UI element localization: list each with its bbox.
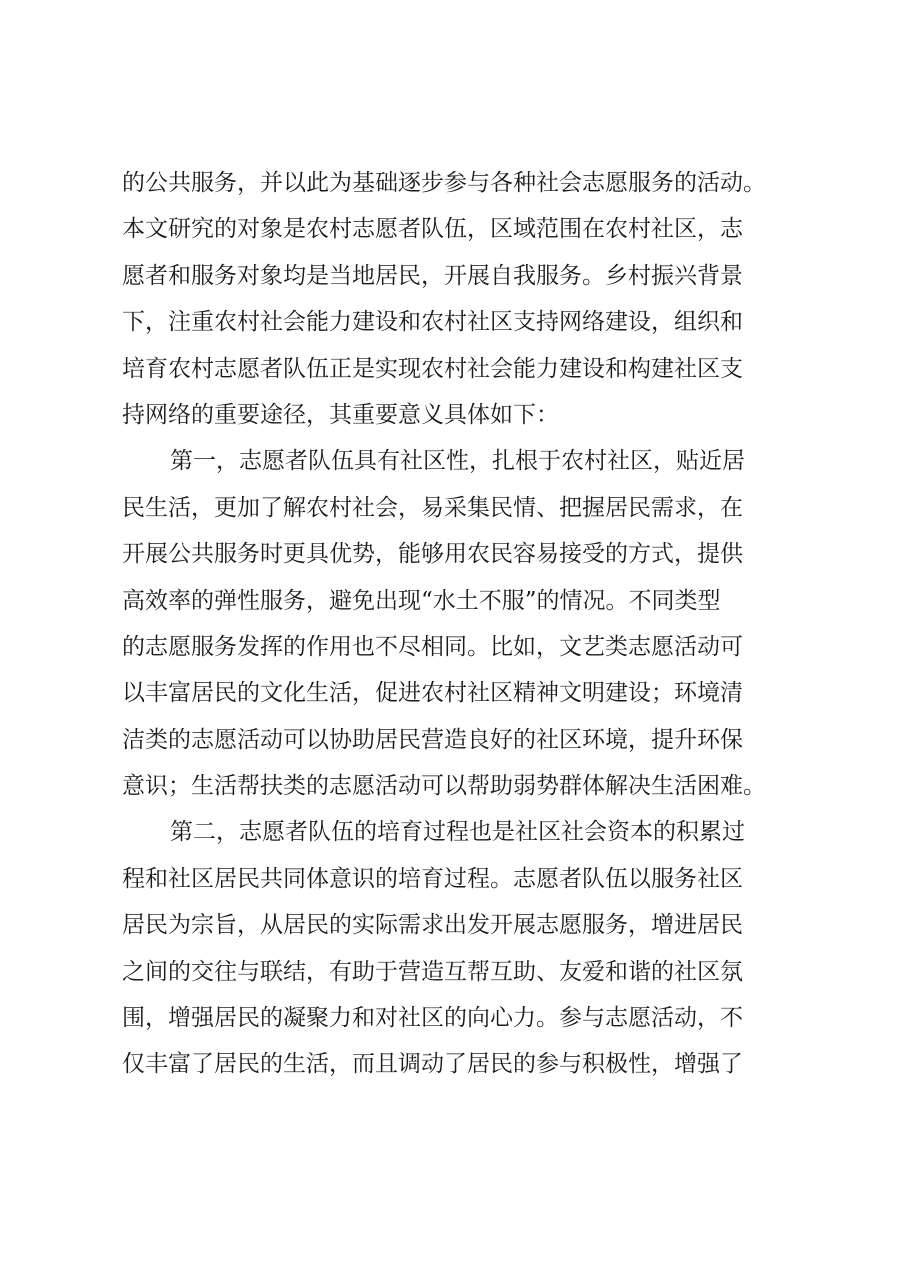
text-line: 居民为宗旨，从居民的实际需求出发开展志愿服务，增进居民 [122, 912, 743, 939]
text-line: 培育农村志愿者队伍正是实现农村社会能力建设和构建社区支 [122, 355, 743, 382]
text-line: 围，增强居民的凝聚力和对社区的向心力。参与志愿活动，不 [122, 1005, 743, 1032]
text-line: 的公共服务，并以此为基础逐步参与各种社会志愿服务的活动。 [122, 170, 766, 196]
paragraph-first-line: 第一，志愿者队伍具有社区性，扎根于农村社区，贴近居 [170, 448, 745, 475]
text-line: 洁类的志愿活动可以协助居民营造良好的社区环境，提升环保 [122, 726, 743, 753]
text-line: 以丰富居民的文化生活，促进农村社区精神文明建设；环境清 [122, 680, 743, 707]
text-line: 之间的交往与联结，有助于营造互帮互助、友爱和谐的社区氛 [122, 958, 743, 985]
text-line: 高效率的弹性服务，避免出现“水土不服”的情况。不同类型 [122, 587, 721, 614]
text-line: 下，注重农村社会能力建设和农村社区支持网络建设，组织和 [122, 309, 743, 336]
text-line: 本文研究的对象是农村志愿者队伍，区域范围在农村社区，志 [122, 216, 743, 243]
text-line: 仅丰富了居民的生活，而且调动了居民的参与积极性，增强了 [122, 1051, 743, 1078]
text-line: 开展公共服务时更具优势，能够用农民容易接受的方式，提供 [122, 541, 743, 568]
paragraph-first-line: 第二，志愿者队伍的培育过程也是社区社会资本的积累过 [170, 819, 745, 846]
text-line: 持网络的重要途径，其重要意义具体如下： [122, 401, 559, 428]
text-line: 程和社区居民共同体意识的培育过程。志愿者队伍以服务社区 [122, 865, 743, 892]
text-line: 民生活，更加了解农村社会，易采集民情、把握居民需求，在 [122, 494, 743, 521]
text-line: 的志愿服务发挥的作用也不尽相同。比如，文艺类志愿活动可 [122, 633, 743, 660]
text-line: 意识；生活帮扶类的志愿活动可以帮助弱势群体解决生活困难。 [122, 773, 766, 800]
body-text [122, 160, 802, 1088]
text-line: 愿者和服务对象均是当地居民，开展自我服务。乡村振兴背景 [122, 262, 743, 289]
